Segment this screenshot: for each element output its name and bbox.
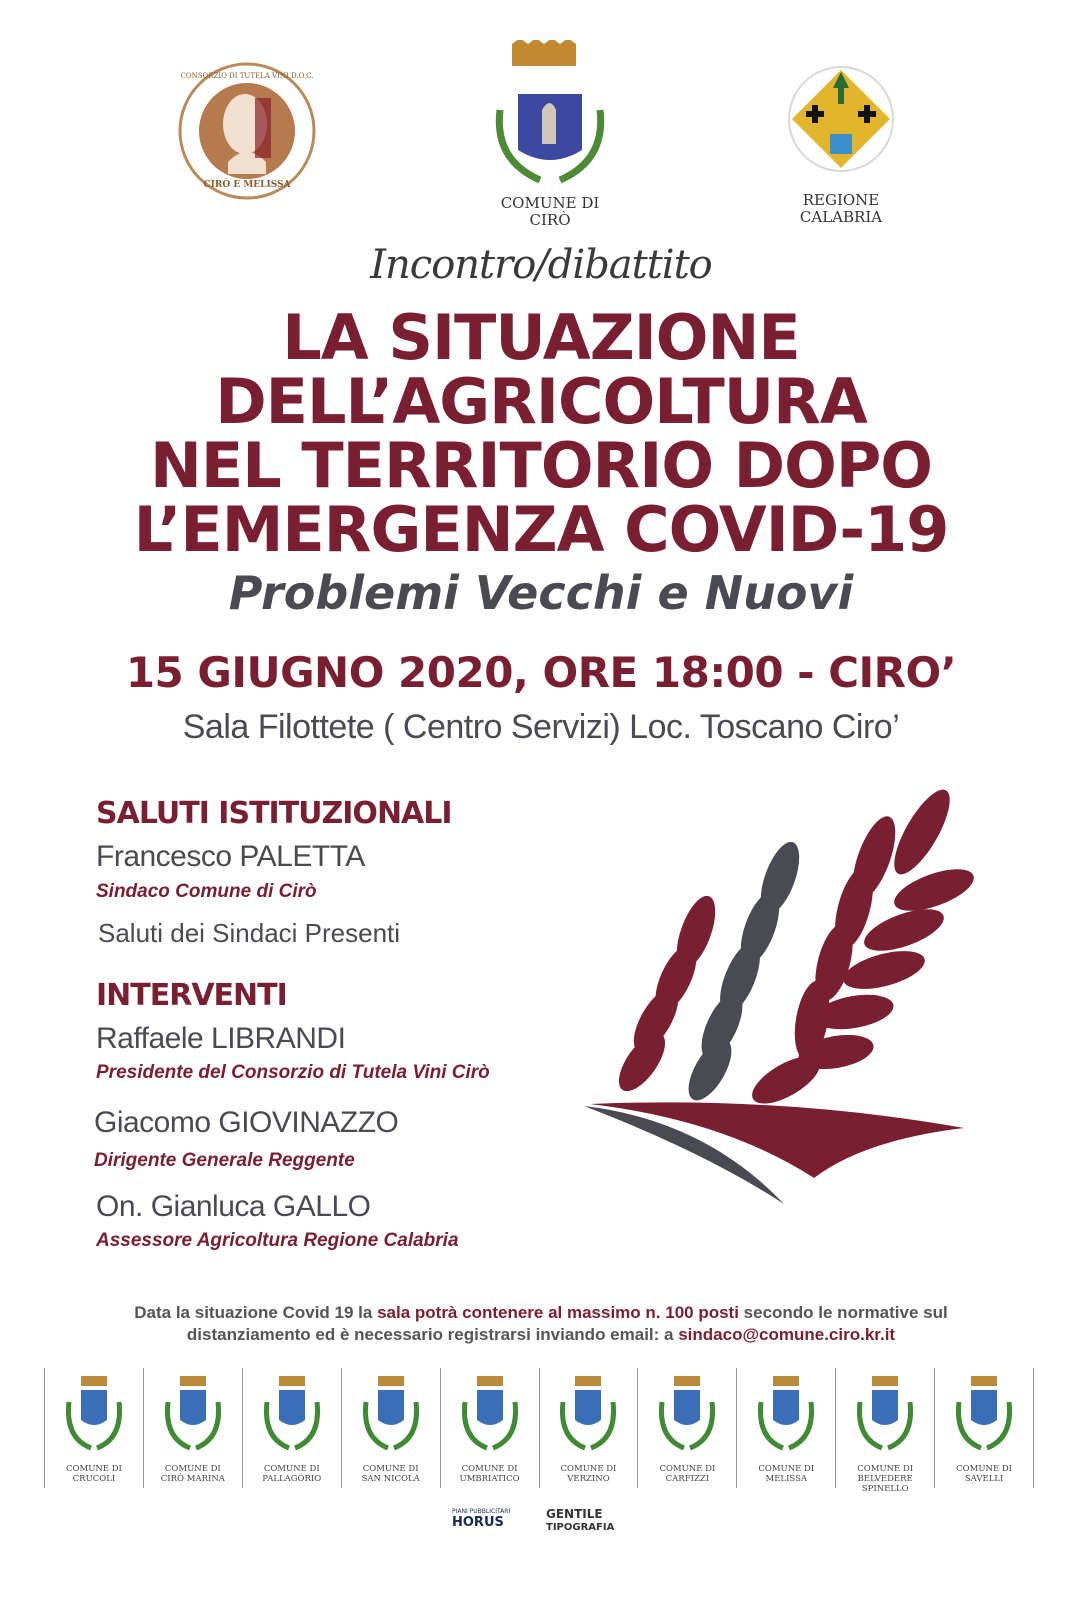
saluti-heading: SALUTI ISTITUZIONALI: [96, 796, 452, 831]
speaker-role-3: Assessore Agricoltura Regione Calabria: [96, 1230, 459, 1251]
comune-crest-item: [341, 1368, 440, 1488]
comune-crest-item: [143, 1368, 242, 1488]
notice-capacity: sala potrà contenere al massimo n. 100 posti: [377, 1303, 739, 1322]
comune-crest-item: [242, 1368, 341, 1488]
comune-crest-item: [539, 1368, 638, 1488]
speaker-name-2: Giacomo GIOVINAZZO: [94, 1106, 399, 1139]
consorzio-arc-text: CONSORZIO DI TUTELA VINI D.O.C.: [180, 72, 314, 80]
gentile-logo: [546, 1508, 630, 1534]
event-title: [0, 301, 1082, 566]
comune-name: [441, 1464, 539, 1484]
wheat-field-graphic: [584, 780, 974, 1210]
comune-town: MELISSA: [765, 1474, 808, 1484]
crest-icon: [953, 1374, 1015, 1456]
speaker-role-2: Dirigente Generale Reggente: [94, 1150, 355, 1171]
comune-name: [144, 1464, 242, 1484]
comune-label: COMUNE DI: [560, 1464, 617, 1474]
comune-town: CRUCOLI: [72, 1474, 116, 1484]
comune-label: COMUNE DI: [956, 1464, 1013, 1474]
event-datetime: 15 GIUGNO 2020, ORE 18:00 - CIRO’: [125, 648, 957, 697]
comune-label: COMUNE DI: [758, 1464, 815, 1474]
calabria-caption: [766, 192, 916, 226]
horus-logo: [452, 1508, 536, 1530]
crest-icon: [459, 1374, 521, 1456]
comune-town: SAVELLI: [964, 1474, 1004, 1484]
comune-label: COMUNE DI: [164, 1464, 221, 1474]
regione-calabria-logo: [786, 64, 896, 174]
saluti-role: Sindaco Comune di Cirò: [96, 881, 317, 902]
horus-small-text: PIANI PUBBLICITARI: [452, 1508, 511, 1515]
comune-town: CARFIZZI: [665, 1474, 710, 1484]
crest-icon: [656, 1374, 718, 1456]
title-line-1: LA SITUAZIONE: [282, 301, 800, 374]
ciro-caption-line2: CIRÒ: [529, 211, 571, 229]
gentile-name: GENTILE: [546, 1507, 603, 1521]
title-line-4: L’EMERGENZA COVID-19: [133, 493, 949, 566]
horus-name: HORUS: [452, 1515, 504, 1530]
crest-icon: [63, 1374, 125, 1456]
interventi-heading: INTERVENTI: [96, 978, 287, 1013]
calabria-caption-line1: REGIONE: [802, 191, 880, 209]
saluti-sindaci: Saluti dei Sindaci Presenti: [98, 918, 401, 948]
notice-line-2: [0, 1324, 1082, 1346]
crest-icon: [360, 1374, 422, 1456]
comune-ciro-crest: [490, 40, 610, 190]
comune-crest-item: [736, 1368, 835, 1488]
crest-icon: [261, 1374, 323, 1456]
ciro-caption-line1: COMUNE DI: [500, 194, 600, 212]
comune-town: UMBRIATICO: [459, 1474, 520, 1484]
comune-name: [243, 1464, 341, 1484]
ciro-caption: [480, 195, 620, 229]
comune-label: COMUNE DI: [659, 1464, 716, 1474]
notice-text-3: distanziamento ed è necessario registrarsi inviando email: a: [186, 1325, 679, 1344]
comune-crest-item: [637, 1368, 736, 1488]
event-kicker: Incontro/dibattito: [370, 242, 712, 288]
notice-text-1: Data la situazione Covid 19 la: [134, 1303, 378, 1322]
calabria-caption-line2: CALABRIA: [799, 208, 883, 226]
comune-town: SAN NICOLA: [361, 1474, 420, 1484]
comune-name: [836, 1464, 934, 1494]
comune-name: [342, 1464, 440, 1484]
comune-crest-item: [44, 1368, 143, 1488]
speaker-name-1: Raffaele LIBRANDI: [96, 1022, 346, 1055]
comune-name: [737, 1464, 835, 1484]
saluti-person: Francesco PALETTA: [96, 840, 365, 873]
notice-line-1: [0, 1302, 1082, 1324]
speaker-role-1: Presidente del Consorzio di Tutela Vini Cirò: [96, 1062, 490, 1083]
comune-name: [638, 1464, 736, 1484]
comune-label: COMUNE DI: [461, 1464, 518, 1474]
notice-email-link[interactable]: sindaco@comune.ciro.kr.it: [678, 1325, 896, 1344]
title-line-2: DELL’AGRICOLTURA: [215, 365, 867, 438]
comune-name: [935, 1464, 1033, 1484]
crest-icon: [557, 1374, 619, 1456]
comune-town: CIRÒ MARINA: [160, 1474, 225, 1484]
comune-crest-item: [835, 1368, 934, 1494]
comune-town: VERZINO: [567, 1474, 610, 1484]
gentile-sub: TIPOGRAFIA: [546, 1522, 615, 1533]
crest-icon: [162, 1374, 224, 1456]
comune-crest-item: [440, 1368, 539, 1488]
title-line-3: NEL TERRITORIO DOPO: [150, 429, 932, 502]
comune-town: PALLAGORIO: [262, 1474, 322, 1484]
notice-text-2: secondo le normative sul: [738, 1303, 948, 1322]
comuni-crests-row: [44, 1368, 1034, 1494]
footer-sponsors: [452, 1506, 632, 1538]
comune-town: BELVEDERE SPINELLO: [857, 1474, 913, 1494]
comune-label: COMUNE DI: [263, 1464, 320, 1474]
covid-notice: [0, 1302, 1082, 1346]
comune-label: COMUNE DI: [857, 1464, 914, 1474]
comune-name: [45, 1464, 143, 1484]
event-subtitle: Problemi Vecchi e Nuovi: [228, 566, 854, 620]
comune-name: [540, 1464, 638, 1484]
crest-icon: [755, 1374, 817, 1456]
consorzio-bottom-text: CIRÒ E MELISSA: [203, 180, 291, 190]
comune-label: COMUNE DI: [66, 1464, 122, 1474]
speaker-name-3: On. Gianluca GALLO: [96, 1190, 371, 1223]
comune-label: COMUNE DI: [362, 1464, 419, 1474]
event-venue: Sala Filottete ( Centro Servizi) Loc. Toscano Ciro’: [182, 708, 900, 746]
crest-icon: [854, 1374, 916, 1456]
consorzio-logo: [178, 62, 316, 200]
comune-crest-item: [934, 1368, 1034, 1488]
